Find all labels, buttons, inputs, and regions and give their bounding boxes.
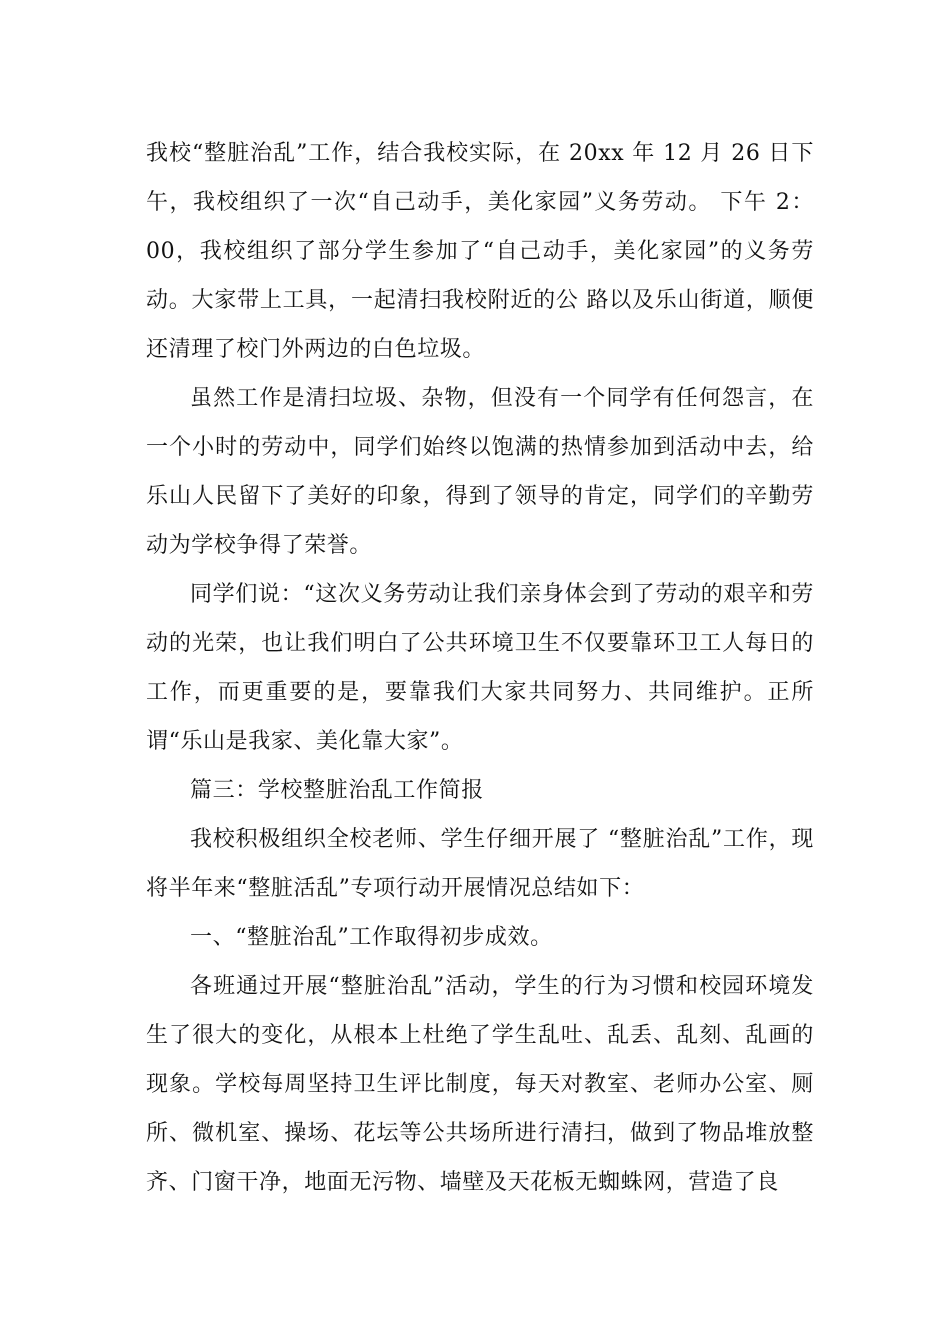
paragraph-summary-intro: 我校积极组织全校老师、学生仔细开展了 “整脏治乱”工作，现将半年来“整脏活乱”专项行动开展情况总结如下：: [146, 827, 814, 901]
paragraph-no-complaints: 虽然工作是清扫垃圾、杂物，但没有一个同学有任何怨言，在一个小时的劳动中，同学们始终以饱满的热情参加到活动中去，给乐山人民留下了美好的印象，得到了领导的肯定，同学们的辛勤劳动为学校争得了荣誉。: [146, 386, 814, 558]
paragraph-activity-intro: 我校“整脏治乱”工作，结合我校实际，在 20xx 年 12 月 26 日下午，我校组织了一次“自己动手，美化家园”义务劳动。 下午 2：00，我校组织了部分学生参加了“自己动手，美化家园”的义务劳动。大家带上工具，一起清扫我校附近的公 路以及乐山街道，顺便还清理了校门外两边的白色垃圾。: [146, 141, 814, 362]
paragraph-class-changes: 各班通过开展“整脏治乱”活动，学生的行为习惯和校园环境发生了很大的变化，从根本上杜绝了学生乱吐、乱丢、乱刻、乱画的现象。学校每周坚持卫生评比制度，每天对教室、老师办公室、厕所、微机室、操场、花坛等公共场所进行清扫，做到了物品堆放整齐、门窗干净，地面无污物、墙壁及天花板无蜘蛛网，营造了良: [146, 974, 814, 1195]
subheading-initial-results: 一、“整脏治乱”工作取得初步成效。: [190, 925, 553, 950]
document-body: [146, 129, 814, 1207]
section-heading-part-three: 篇三：学校整脏治乱工作简报: [190, 778, 484, 803]
paragraph-student-quote: 同学们说：“这次义务劳动让我们亲身体会到了劳动的艰辛和劳动的光荣，也让我们明白了公共环境卫生不仅要靠环卫工人每日的工作，而更重要的是，要靠我们大家共同努力、共同维护。正所谓“乐山是我家、美化靠大家”。: [146, 582, 814, 754]
